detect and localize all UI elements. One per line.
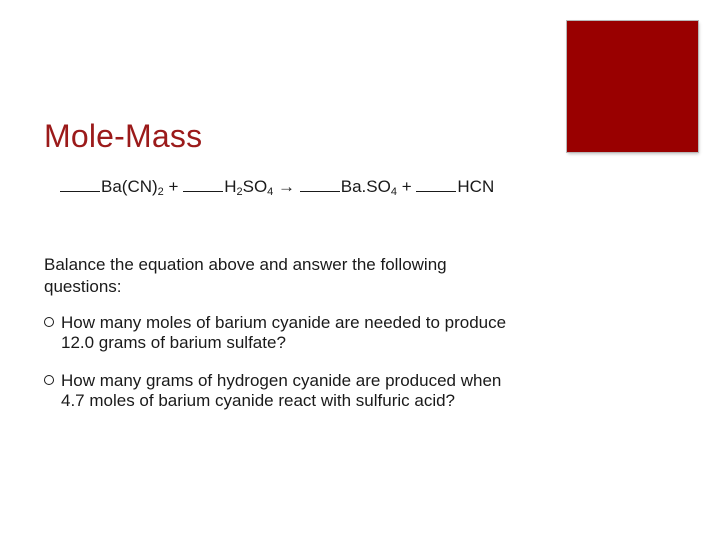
plus-sign: +: [168, 177, 179, 196]
equation-term-hcn: HCN: [457, 177, 495, 196]
question-item: [44, 313, 524, 353]
question-list: [44, 313, 524, 429]
question-text: How many moles of barium cyanide are needed to produce 12.0 grams of barium sulfate?: [61, 313, 507, 352]
question-text: How many grams of hydrogen cyanide are produced when 4.7 moles of barium cyanide react with sulfuric acid?: [61, 371, 502, 410]
plus-sign: +: [401, 177, 412, 196]
equation-term-bacn2: $Ba(CN)_2$: [101, 177, 164, 198]
instructions-text: Balance the equation above and answer the following questions:: [44, 255, 447, 296]
question-item: [44, 371, 524, 411]
hollow-circle-bullet-icon: [44, 375, 54, 385]
equation-term-baso4: $Ba.SO_4$: [340, 177, 397, 198]
reaction-arrow: →: [278, 177, 296, 196]
chemical-equation: [60, 177, 494, 197]
coefficient-blank: [416, 177, 456, 192]
coefficient-blank: [60, 177, 100, 192]
slide-title: Mole-Mass: [44, 118, 203, 154]
equation-term-h2so4: $H_2SO_4$: [224, 177, 274, 198]
accent-square: [567, 21, 698, 152]
coefficient-blank: [183, 177, 223, 192]
hollow-circle-bullet-icon: [44, 317, 54, 327]
coefficient-blank: [300, 177, 340, 192]
